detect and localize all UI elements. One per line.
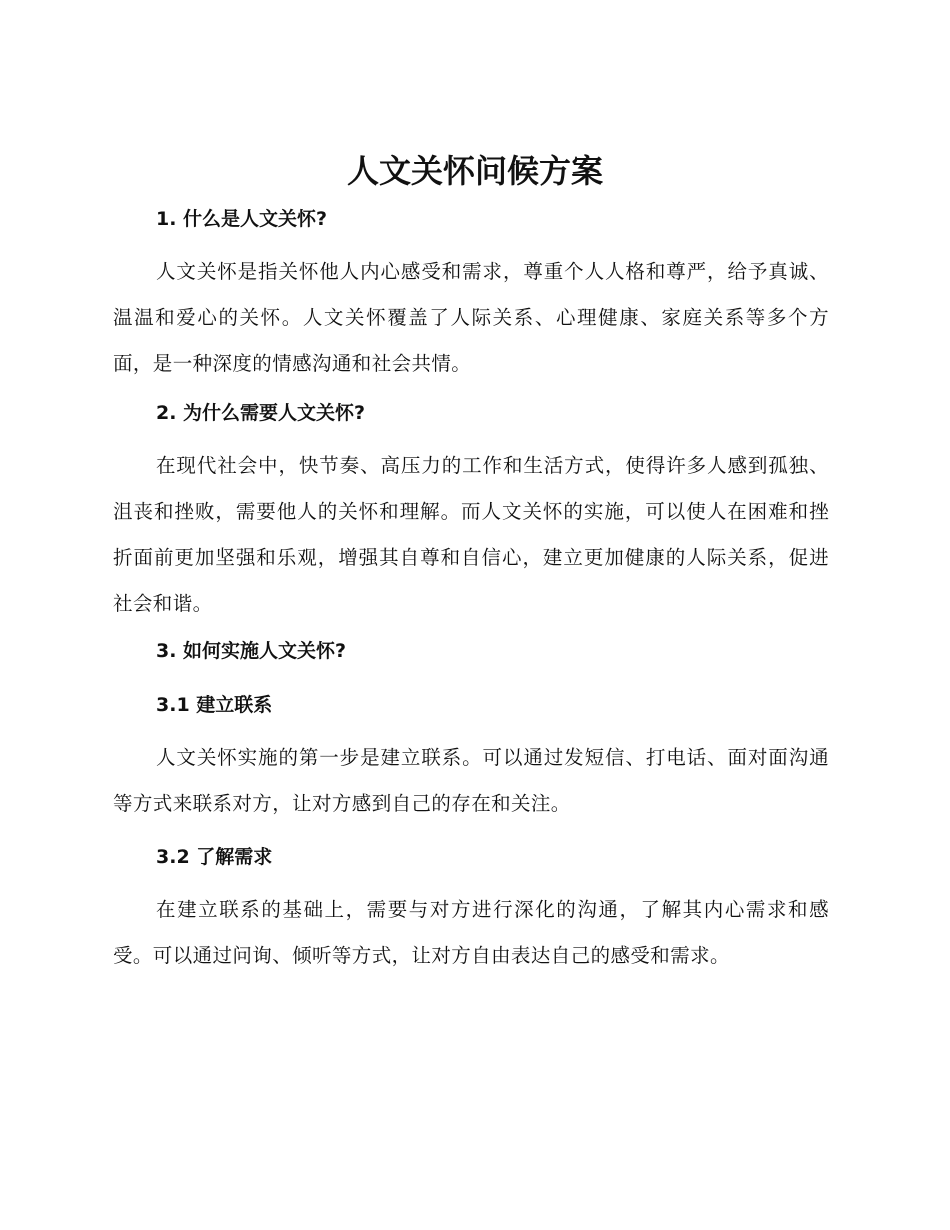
subsection-heading-understand-needs: 3.2 了解需求 bbox=[156, 846, 273, 868]
subsection-paragraph-build-contact: 人文关怀实施的第一步是建立联系。可以通过发短信、打电话、面对面沟通等方式来联系对方，让对方感到自己的存在和关注。 bbox=[113, 746, 829, 815]
section-heading-what-is: 1. 什么是人文关怀? bbox=[156, 208, 328, 230]
section-heading-how-to: 3. 如何实施人文关怀? bbox=[156, 640, 347, 662]
subsection-paragraph-understand-needs: 在建立联系的基础上，需要与对方进行深化的沟通，了解其内心需求和感受。可以通过问询、倾听等方式，让对方自由表达自己的感受和需求。 bbox=[113, 898, 829, 967]
section-paragraph-why-needed: 在现代社会中，快节奏、高压力的工作和生活方式，使得许多人感到孤独、沮丧和挫败，需要他人的关怀和理解。而人文关怀的实施，可以使人在困难和挫折面前更加坚强和乐观，增强其自尊和自信心，建立更加健康的人际关系，促进社会和谐。 bbox=[113, 454, 829, 615]
section-paragraph-what-is: 人文关怀是指关怀他人内心感受和需求，尊重个人人格和尊严，给予真诚、温温和爱心的关怀。人文关怀覆盖了人际关系、心理健康、家庭关系等多个方面，是一种深度的情感沟通和社会共情。 bbox=[113, 260, 829, 375]
subsection-heading-build-contact: 3.1 建立联系 bbox=[156, 694, 273, 716]
document-title: 人文关怀问候方案 bbox=[346, 152, 603, 190]
section-heading-why-needed: 2. 为什么需要人文关怀? bbox=[156, 402, 366, 424]
